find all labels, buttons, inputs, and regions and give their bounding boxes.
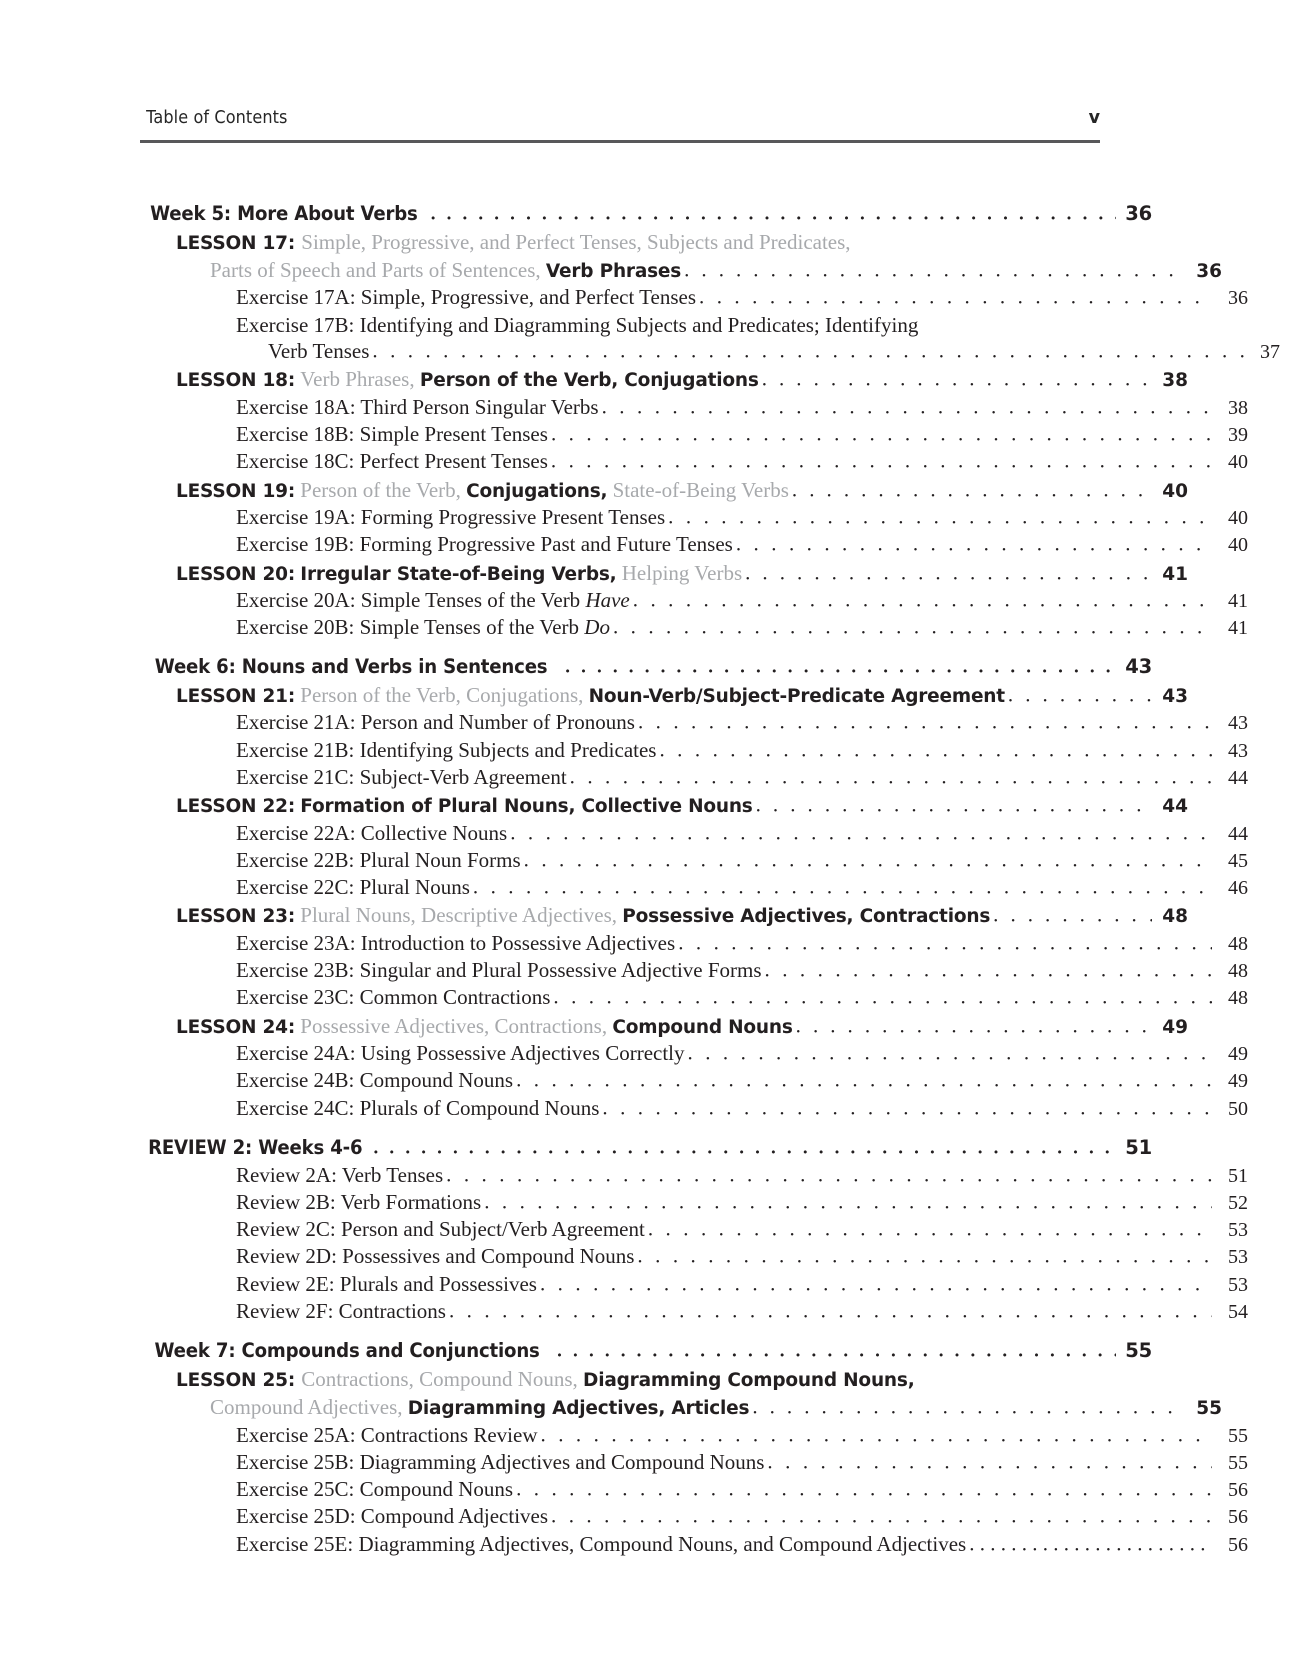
- exercise-entry[interactable]: [236, 930, 1248, 957]
- dot-leader: [374, 1136, 1116, 1161]
- review-topics: Contractions, Compound Nouns,: [301, 1367, 578, 1391]
- lesson-entry[interactable]: [176, 1013, 1188, 1040]
- page-number: 53: [1228, 1273, 1248, 1296]
- page-number: 43: [1228, 712, 1248, 735]
- dot-leader: [551, 1503, 1212, 1530]
- review-topics: Verb Phrases,: [300, 367, 415, 392]
- page-number: 38: [1162, 370, 1188, 392]
- dot-leader: [796, 1012, 1152, 1039]
- lesson-title-line2: [210, 257, 681, 284]
- lesson-title: [176, 560, 742, 587]
- exercise-title: Exercise 25E: Diagramming Adjectives, Compound Nouns, and Compound Adjectives: [236, 1531, 967, 1556]
- exercise-entry[interactable]: [236, 1449, 1248, 1476]
- exercise-title: Exercise 19A: Forming Progressive Present Tenses: [236, 504, 666, 529]
- exercise-entry[interactable]: [236, 1040, 1248, 1067]
- lesson-label: LESSON 19:: [176, 480, 296, 502]
- exercise-entry[interactable]: [236, 847, 1248, 874]
- dot-leader: [792, 476, 1152, 503]
- lesson-entry-line2[interactable]: [210, 257, 1222, 284]
- lesson-entry[interactable]: [176, 477, 1188, 504]
- exercise-title: Exercise 22C: Plural Nouns: [236, 875, 470, 900]
- page-number: 39: [1228, 424, 1248, 447]
- lesson-title: [176, 682, 1005, 709]
- review-heading[interactable]: [140, 1135, 1152, 1162]
- page-number: 55: [1228, 1424, 1248, 1447]
- dot-leader: [541, 1421, 1212, 1448]
- exercise-entry[interactable]: [236, 709, 1248, 736]
- exercise-entry[interactable]: [236, 531, 1248, 558]
- week-heading[interactable]: [140, 201, 1152, 228]
- exercise-entry-line1[interactable]: [236, 312, 1248, 339]
- new-topics: Conjugations,: [466, 480, 608, 502]
- page-number: 40: [1162, 480, 1188, 502]
- review-topics: Parts of Speech and Parts of Sentences,: [210, 257, 541, 282]
- dot-leader: [516, 1067, 1212, 1094]
- exercise-title: Exercise 23C: Common Contractions: [236, 985, 551, 1010]
- running-header-folio: v: [1088, 108, 1100, 128]
- page-number: 51: [1125, 1135, 1152, 1159]
- exercise-title: Exercise 17A: Simple, Progressive, and Perfect Tenses: [236, 285, 697, 310]
- page-number: 55: [1228, 1451, 1248, 1474]
- review-title: REVIEW 2: Weeks 4-6: [148, 1135, 363, 1159]
- exercise-entry[interactable]: [236, 1476, 1248, 1503]
- dot-leader: [762, 366, 1152, 393]
- lesson-entry[interactable]: [176, 560, 1188, 587]
- dot-leader: [969, 1530, 1212, 1557]
- lesson-label: LESSON 17:: [176, 232, 302, 254]
- exercise-title: Review 2F: Contractions: [236, 1299, 446, 1324]
- exercise-title: [236, 614, 610, 641]
- dot-leader: [602, 393, 1212, 420]
- exercise-title: [236, 587, 630, 614]
- dot-leader: [565, 656, 1116, 681]
- dot-leader: [1008, 682, 1152, 709]
- exercise-title: Exercise 23A: Introduction to Possessive Adjectives: [236, 930, 676, 955]
- dot-leader: [372, 338, 1244, 365]
- exercise-entry[interactable]: [236, 764, 1248, 791]
- page-number: 44: [1228, 822, 1248, 845]
- page-number: 52: [1228, 1191, 1248, 1214]
- lesson-label: LESSON 20:: [176, 563, 296, 585]
- exercise-entry[interactable]: [236, 1162, 1248, 1189]
- exercise-entry[interactable]: [236, 1298, 1248, 1325]
- dot-leader: [613, 614, 1212, 641]
- dot-leader: [993, 902, 1152, 929]
- exercise-entry[interactable]: [236, 874, 1248, 901]
- exercise-entry[interactable]: [236, 957, 1248, 984]
- new-topics: Diagramming Compound Nouns,: [583, 1370, 915, 1391]
- page-number: 48: [1228, 960, 1248, 983]
- exercise-entry[interactable]: [236, 820, 1248, 847]
- exercise-title-text: Exercise 20A: Simple Tenses of the Verb: [236, 587, 586, 612]
- page-number: 36: [1125, 202, 1152, 225]
- dot-leader: [540, 1270, 1212, 1297]
- exercise-title: Exercise 19B: Forming Progressive Past and Future Tenses: [236, 532, 733, 557]
- lesson-label: LESSON 25:: [176, 1370, 302, 1391]
- lesson-title-line1: [176, 1366, 915, 1393]
- page-number: 44: [1162, 796, 1188, 818]
- week-heading[interactable]: [140, 654, 1152, 681]
- week-title: Week 6: Nouns and Verbs in Sentences: [154, 655, 548, 679]
- review-topics: Person of the Verb, Conjugations,: [300, 683, 584, 708]
- dot-leader: [633, 586, 1212, 613]
- new-topics: Verb Phrases: [545, 260, 682, 282]
- page-number: 49: [1228, 1042, 1248, 1065]
- exercise-entry[interactable]: [236, 421, 1248, 448]
- page-number: 43: [1162, 686, 1188, 708]
- exercise-title: Exercise 18B: Simple Present Tenses: [236, 422, 548, 447]
- page-number: 54: [1228, 1301, 1248, 1324]
- dot-leader: [688, 1039, 1212, 1066]
- lesson-title-line2: [210, 1394, 749, 1421]
- exercise-title: Review 2D: Possessives and Compound Nouns: [236, 1244, 635, 1269]
- page-number: 55: [1196, 1398, 1222, 1420]
- new-topics: Formation of Plural Nouns, Collective Nouns: [300, 796, 753, 818]
- new-topics: Compound Nouns: [612, 1016, 793, 1038]
- dot-leader: [553, 984, 1212, 1011]
- page-number: 53: [1228, 1219, 1248, 1242]
- exercise-title: Review 2C: Person and Subject/Verb Agreement: [236, 1217, 645, 1242]
- page-number: 48: [1162, 906, 1188, 928]
- page-number: 43: [1125, 655, 1152, 679]
- exercise-title: Exercise 22B: Plural Noun Forms: [236, 847, 521, 872]
- dot-leader: [699, 284, 1212, 311]
- new-topics: Noun-Verb/Subject-Predicate Agreement: [588, 686, 1005, 708]
- exercise-title: Review 2A: Verb Tenses: [236, 1162, 444, 1187]
- running-header: [140, 108, 1100, 128]
- exercise-entry[interactable]: [236, 1503, 1248, 1530]
- dot-leader: [767, 1448, 1212, 1475]
- new-topics: Diagramming Adjectives, Articles: [407, 1398, 750, 1420]
- exercise-entry[interactable]: [236, 1271, 1248, 1298]
- exercise-title-line2: Verb Tenses: [268, 339, 370, 364]
- dot-leader: [638, 709, 1212, 736]
- exercise-entry[interactable]: [236, 284, 1248, 311]
- dot-leader: [570, 763, 1212, 790]
- dot-leader: [736, 531, 1212, 558]
- dot-leader: [524, 846, 1212, 873]
- dot-leader: [484, 1188, 1212, 1215]
- exercise-entry[interactable]: [236, 394, 1248, 421]
- exercise-entry[interactable]: [236, 1067, 1248, 1094]
- lesson-label: LESSON 18:: [176, 370, 296, 392]
- exercise-entry[interactable]: [236, 1531, 1248, 1558]
- page-number: 41: [1162, 563, 1188, 585]
- dot-leader: [752, 1394, 1186, 1421]
- dot-leader: [431, 203, 1116, 228]
- dot-leader: [446, 1161, 1212, 1188]
- page-number: 44: [1228, 766, 1248, 789]
- page-number: 38: [1228, 396, 1248, 419]
- dot-leader: [602, 1094, 1212, 1121]
- review-topics-2: Helping Verbs: [621, 560, 743, 585]
- exercise-entry[interactable]: [236, 1243, 1248, 1270]
- lesson-label: LESSON 21:: [176, 686, 296, 708]
- exercise-title: Exercise 18A: Third Person Singular Verbs: [236, 394, 599, 419]
- exercise-title: Exercise 24C: Plurals of Compound Nouns: [236, 1095, 600, 1120]
- exercise-entry[interactable]: [236, 1216, 1248, 1243]
- page-number: 49: [1228, 1070, 1248, 1093]
- exercise-title: Exercise 21C: Subject-Verb Agreement: [236, 764, 567, 789]
- exercise-entry[interactable]: [236, 1189, 1248, 1216]
- page-number: 53: [1228, 1246, 1248, 1269]
- review-topics: Simple, Progressive, and Perfect Tenses, Subjects and Predicates,: [301, 229, 851, 254]
- dot-leader: [637, 1243, 1212, 1270]
- dot-leader: [765, 957, 1212, 984]
- dot-leader: [756, 792, 1152, 819]
- exercise-entry[interactable]: [236, 587, 1248, 614]
- page-number: 43: [1228, 739, 1248, 762]
- new-topics: Irregular State-of-Being Verbs,: [300, 563, 617, 585]
- lesson-title: [176, 792, 753, 819]
- dot-leader: [551, 448, 1212, 475]
- header-rule: [140, 140, 1100, 143]
- dot-leader: [510, 819, 1212, 846]
- page-number: 51: [1228, 1164, 1248, 1187]
- dot-leader: [516, 1476, 1212, 1503]
- dot-leader: [684, 256, 1186, 283]
- page-number: 37: [1260, 341, 1280, 364]
- dot-leader: [449, 1298, 1212, 1325]
- exercise-entry[interactable]: [236, 1422, 1248, 1449]
- lesson-entry[interactable]: [176, 792, 1188, 819]
- exercise-title: Exercise 24A: Using Possessive Adjectives Correctly: [236, 1040, 685, 1065]
- exercise-entry[interactable]: [236, 984, 1248, 1011]
- page-number: 40: [1228, 506, 1248, 529]
- lesson-entry-line2[interactable]: [210, 1394, 1222, 1421]
- page-number: 40: [1228, 451, 1248, 474]
- page-number: 45: [1228, 849, 1248, 872]
- page-number: 36: [1196, 260, 1222, 282]
- lesson-label: LESSON 22:: [176, 796, 296, 818]
- exercise-entry[interactable]: [236, 1095, 1248, 1122]
- page-number: 56: [1228, 1479, 1248, 1502]
- new-topics: Possessive Adjectives, Contractions: [622, 906, 991, 928]
- page-number: 36: [1228, 287, 1248, 310]
- exercise-title: Exercise 23B: Singular and Plural Possessive Adjective Forms: [236, 958, 762, 983]
- review-topics-2: State-of-Being Verbs: [612, 477, 789, 502]
- exercise-title: Exercise 25C: Compound Nouns: [236, 1477, 514, 1502]
- exercise-title-emphasis: Do: [584, 615, 610, 640]
- week-heading[interactable]: [140, 1338, 1152, 1365]
- lesson-title-line1: [176, 229, 851, 256]
- lesson-title: [176, 1013, 793, 1040]
- exercise-title: Exercise 25A: Contractions Review: [236, 1422, 538, 1447]
- running-header-title: Table of Contents: [146, 108, 288, 128]
- exercise-entry[interactable]: [236, 504, 1248, 531]
- page-number: 56: [1228, 1506, 1248, 1529]
- page-number: 41: [1228, 589, 1248, 612]
- dot-leader: [648, 1216, 1212, 1243]
- page-number: 48: [1228, 932, 1248, 955]
- page-number: 49: [1162, 1016, 1188, 1038]
- dot-leader: [473, 874, 1212, 901]
- exercise-title: Exercise 22A: Collective Nouns: [236, 820, 508, 845]
- lesson-entry-line1[interactable]: [176, 229, 1188, 256]
- exercise-title: Exercise 18C: Perfect Present Tenses: [236, 449, 548, 474]
- page-number: 40: [1228, 534, 1248, 557]
- exercise-title: Exercise 24B: Compound Nouns: [236, 1068, 514, 1093]
- page-number: 55: [1125, 1339, 1152, 1363]
- lesson-entry[interactable]: [176, 902, 1188, 929]
- new-topics: Person of the Verb, Conjugations: [419, 370, 759, 392]
- lesson-title: [176, 366, 759, 393]
- toc-list: [140, 188, 1280, 1558]
- dot-leader: [668, 503, 1212, 530]
- dot-leader: [659, 736, 1212, 763]
- review-topics: Person of the Verb,: [300, 477, 461, 502]
- week-title: Week 7: Compounds and Conjunctions: [154, 1339, 540, 1363]
- exercise-title: Exercise 25B: Diagramming Adjectives and Compound Nouns: [236, 1449, 765, 1474]
- exercise-entry-line2[interactable]: [268, 338, 1280, 365]
- exercise-title: Exercise 21A: Person and Number of Pronouns: [236, 710, 635, 735]
- dot-leader: [557, 1340, 1116, 1365]
- page-number: 48: [1228, 987, 1248, 1010]
- review-topics: Compound Adjectives,: [210, 1395, 403, 1420]
- page-number: 46: [1228, 877, 1248, 900]
- exercise-entry[interactable]: [236, 614, 1248, 641]
- dot-leader: [745, 559, 1152, 586]
- dot-leader: [551, 421, 1212, 448]
- dot-leader: [678, 929, 1212, 956]
- lesson-label: LESSON 23:: [176, 906, 296, 928]
- exercise-title-emphasis: Have: [585, 587, 630, 612]
- exercise-title: Review 2E: Plurals and Possessives: [236, 1271, 537, 1296]
- review-topics: Plural Nouns, Descriptive Adjectives,: [300, 903, 617, 928]
- lesson-title: [176, 477, 789, 504]
- exercise-entry[interactable]: [236, 737, 1248, 764]
- exercise-title-line1: Exercise 17B: Identifying and Diagramming Subjects and Predicates; Identifying: [236, 312, 919, 337]
- exercise-entry[interactable]: [236, 448, 1248, 475]
- lesson-label: LESSON 24:: [176, 1016, 296, 1038]
- exercise-title: Review 2B: Verb Formations: [236, 1189, 482, 1214]
- exercise-title: Exercise 21B: Identifying Subjects and Predicates: [236, 737, 657, 762]
- lesson-title: [176, 902, 990, 929]
- lesson-entry[interactable]: [176, 682, 1188, 709]
- exercise-title-text: Exercise 20B: Simple Tenses of the Verb: [236, 615, 585, 640]
- page-number: 50: [1228, 1097, 1248, 1120]
- page-number: 56: [1228, 1533, 1248, 1556]
- lesson-entry[interactable]: [176, 366, 1188, 393]
- exercise-title: Exercise 25D: Compound Adjectives: [236, 1504, 549, 1529]
- review-topics: Possessive Adjectives, Contractions,: [300, 1013, 608, 1038]
- lesson-entry-line1[interactable]: [176, 1366, 1188, 1393]
- page-number: 41: [1228, 617, 1248, 640]
- week-title: Week 5: More About Verbs: [150, 202, 418, 225]
